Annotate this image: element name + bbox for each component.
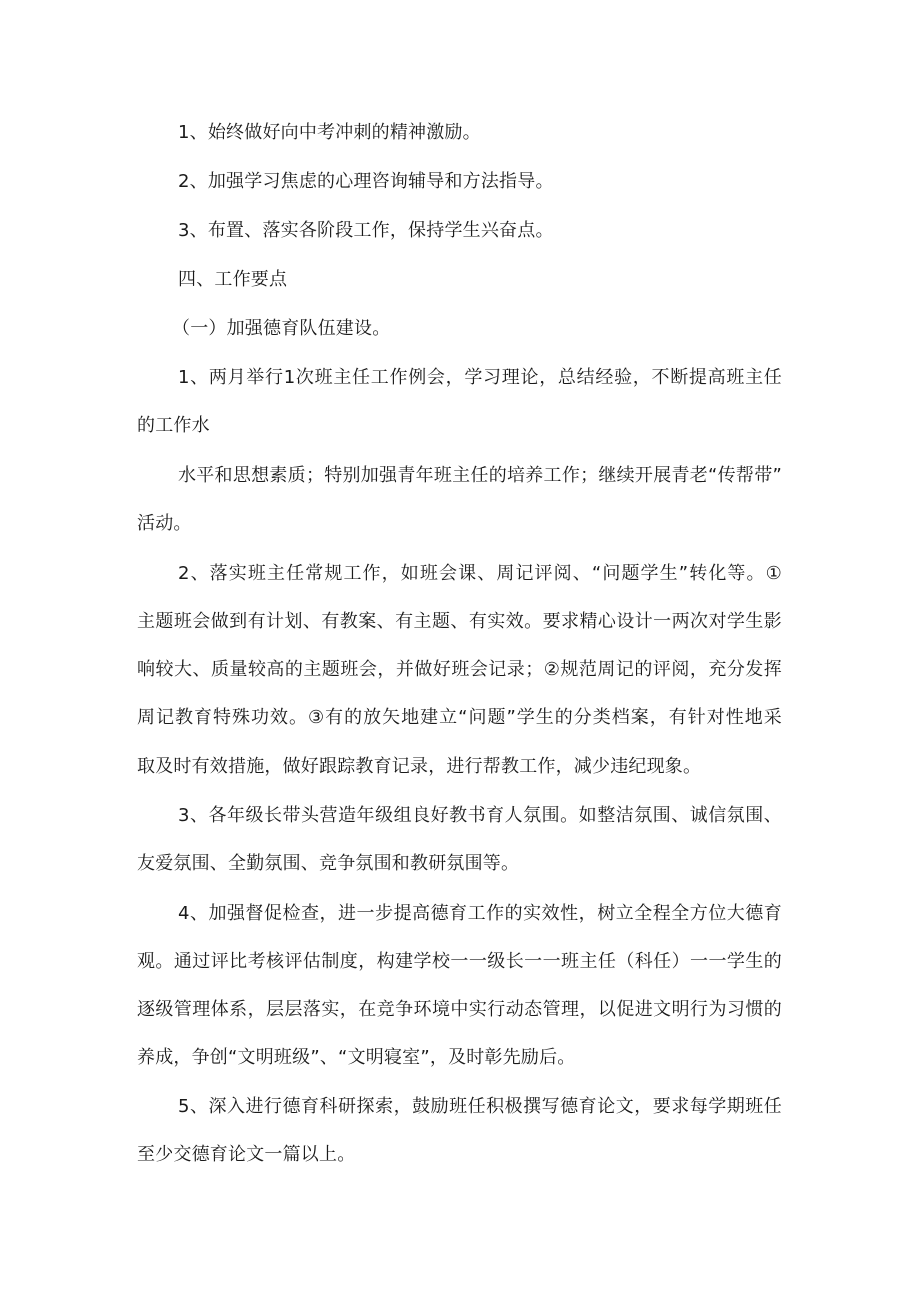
- section-heading: 四、工作要点: [178, 269, 288, 290]
- paragraph-5-line-4: 养成，争创“文明班级”、“文明寝室”，及时彰先励后。: [137, 1047, 576, 1068]
- paragraph-6-line-1: 5、深入进行德育科研探索，鼓励班任积极撰写德育论文，要求每学期班任: [178, 1096, 782, 1117]
- list-item-2: 2、加强学习焦虑的心理咨询辅导和方法指导。: [178, 171, 554, 192]
- paragraph-3-line-4: 周记教育特殊功效。③有的放矢地建立“问题”学生的分类档案，有针对性地采: [137, 707, 782, 728]
- paragraph-5-line-3: 逐级管理体系，层层落实，在竞争环境中实行动态管理，以促进文明行为习惯的: [137, 999, 782, 1020]
- paragraph-1-line-2: 的工作水: [137, 415, 210, 436]
- paragraph-4-line-1: 3、各年级长带头营造年级组良好教书育人氛围。如整洁氛围、诚信氛围、: [178, 805, 782, 826]
- paragraph-4-line-2: 友爱氛围、全勤氛围、竞争氛围和教研氛围等。: [137, 853, 520, 874]
- paragraph-5-line-2: 观。通过评比考核评估制度，构建学校一一级长一一班主任（科任）一一学生的: [137, 951, 782, 972]
- list-item-1: 1、始终做好向中考冲刺的精神激励。: [178, 122, 481, 143]
- paragraph-2-line-2: 活动。: [137, 513, 192, 534]
- paragraph-5-line-1: 4、加强督促检查，进一步提高德育工作的实效性，树立全程全方位大德育: [178, 903, 782, 924]
- list-item-3: 3、布置、落实各阶段工作，保持学生兴奋点。: [178, 220, 554, 241]
- paragraph-6-line-2: 至少交德育论文一篇以上。: [137, 1144, 356, 1165]
- paragraph-3-line-2: 主题班会做到有计划、有教案、有主题、有实效。要求精心设计一两次对学生影: [137, 611, 782, 632]
- paragraph-1-line-1: 1、两月举行1次班主任工作例会，学习理论，总结经验，不断提高班主任: [178, 367, 782, 388]
- subsection-heading: （一）加强德育队伍建设。: [172, 318, 391, 339]
- paragraph-2-line-1: 水平和思想素质；特别加强青年班主任的培养工作；继续开展青老“传帮带”: [178, 465, 782, 486]
- paragraph-3-line-1: 2、落实班主任常规工作，如班会课、周记评阅、“问题学生”转化等。①: [178, 563, 782, 584]
- paragraph-3-line-3: 响较大、质量较高的主题班会，并做好班会记录；②规范周记的评阅，充分发挥: [137, 659, 782, 680]
- paragraph-3-line-5: 取及时有效措施，做好跟踪教育记录，进行帮教工作，减少违纪现象。: [137, 756, 702, 777]
